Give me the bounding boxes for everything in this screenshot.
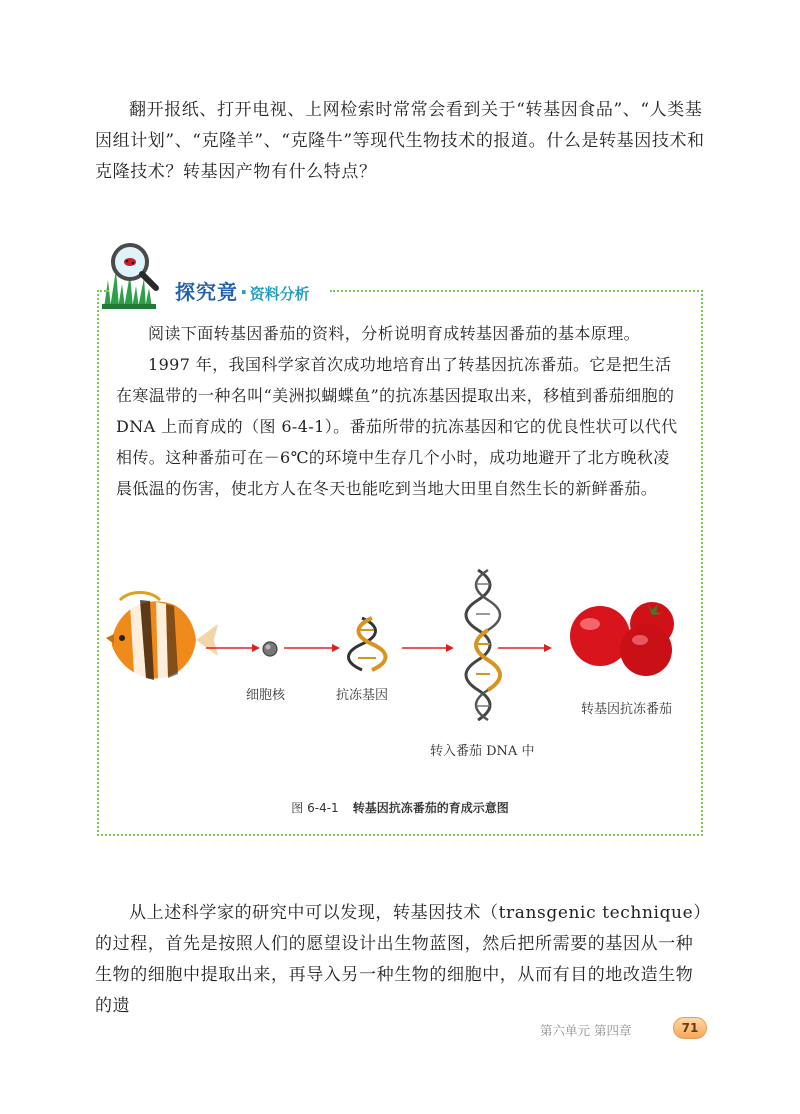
footer-chapter: 第六单元 第四章	[540, 1023, 632, 1038]
outro-paragraph: 从上述科学家的研究中可以发现，转基因技术（transgenic technique）的过程，首先是按照人们的愿望设计出生物蓝图，然后把所需要的基因从一种生物的细胞中提取出来，再导入另一种生物的细胞中，从而有目的地改造生物的遗	[95, 903, 703, 1016]
label-dna: 转入番茄 DNA 中	[430, 744, 535, 759]
activity-title-sub: 资料分析	[249, 285, 310, 303]
figure-6-4-1	[100, 560, 700, 760]
activity-body: 1997 年，我国科学家首次成功地培育出了转基因抗冻番茄。它是把生活在寒温带的一种名叫“美洲拟蝴蝶鱼”的抗冻基因提取出来，移植到番茄细胞的 DNA 上而育成的（图 6-4-1）。番茄所带的抗冻基因和它的优良性状可以代代相传。这种番茄可在－6℃的环境中生存几个小时，成功地避开了北方晚秋凌晨低温的伤害，使北方人在冬天也能吃到当地大田里自然生长的新鲜番茄。	[116, 355, 678, 498]
antifreeze-gene-image	[349, 618, 386, 670]
arrow-2	[284, 644, 340, 652]
arrow-4	[498, 644, 552, 652]
label-nucleus: 细胞核	[246, 688, 286, 703]
figure-caption	[110, 799, 690, 816]
butterfly-fish-image	[106, 593, 218, 681]
activity-title-dot: ·	[240, 280, 248, 304]
intro-paragraph: 翻开报纸、打开电视、上网检索时常常会看到关于“转基因食品”、“人类基因组计划”、“克隆羊”、“克隆牛”等现代生物技术的报道。什么是转基因技术和克隆技术？转基因产物有什么特点？	[95, 100, 705, 182]
label-tomato: 转基因抗冻番茄	[581, 702, 673, 717]
tomato-dna-image	[466, 570, 500, 720]
figure-caption-title: 转基因抗冻番茄的育成示意图	[352, 801, 509, 815]
figure-caption-number: 图 6-4-1	[291, 801, 339, 815]
activity-lead: 阅读下面转基因番茄的资料，分析说明育成转基因番茄的基本原理。	[148, 324, 641, 343]
cell-nucleus-image	[263, 642, 277, 656]
label-gene: 抗冻基因	[336, 688, 389, 703]
page-number-badge: 71	[673, 1017, 707, 1039]
activity-title-main: 探究竟	[175, 280, 238, 304]
transgenic-tomato-image	[570, 602, 674, 676]
arrow-3	[402, 644, 454, 652]
